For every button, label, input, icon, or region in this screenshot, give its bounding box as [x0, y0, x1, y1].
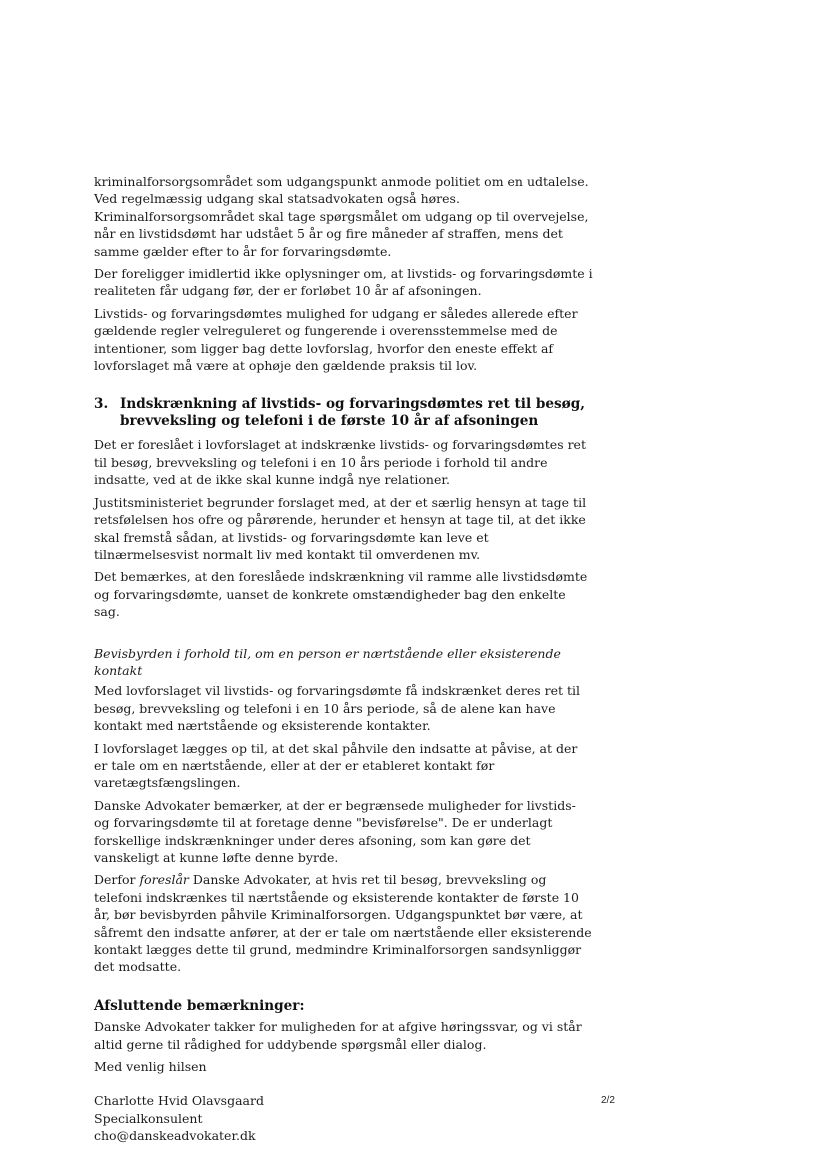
section-3-number: 3.: [94, 396, 109, 413]
intro-paragraph-2: Der foreligger imidlertid ikke oplysninger om, at livstids- og forvaringsdømte i realiteten får udgang før, der er forløbet 10 år af afsoningen.: [94, 266, 593, 299]
section-3-paragraph-1: Det er foreslået i lovforslaget at indskrænke livstids- og forvaringsdømtes ret til besøg, brevveksling og telefoni i en 10 års periode i forhold til andre indsatte, ved at de ikke skal kunne indgå nye relationer.: [94, 437, 586, 488]
paragraph-rest: Danske Advokater, at hvis ret til besøg, brevveksling og telefoni indskrænkes til nærtstående og eksisterende kontakter de første 10 år, bør bevisbyrden påhvile Kriminalforsorgen. Udgangspunktet bør være, at såfremt den indsatte anfører, at der er tale om nærtstående eller eksisterende kontakt lægges dette til grund, medmindre Kriminalforsorgen sandsynliggør det modsatte.: [94, 872, 592, 975]
intro-paragraph-3: Livstids- og forvaringsdømtes mulighed for udgang er således allerede efter gældende regler velreguleret og fungerende i overensstemmelse med de intentioner, som ligger bag dette lovforslag, hvorfor den eneste effekt af lovforslaget må være at ophøje den gældende praksis til lov.: [94, 305, 578, 374]
section-3-title: Indskrænkning af livstids- og forvaringsdømtes ret til besøg, brevveksling og telefoni i de første 10 år af afsoningen: [120, 396, 585, 430]
closing-greeting: Med venlig hilsen: [94, 1059, 207, 1075]
subsection-paragraph-1: Med lovforslaget vil livstids- og forvaringsdømte få indskrænket deres ret til besøg, brevveksling og telefoni i en 10 års periode, så de alene kan have kontakt med nærtstående og eksisterende kontakter.: [94, 683, 581, 734]
page-number: 2/2: [601, 1095, 615, 1106]
closing-heading: Afsluttende bemærkninger:: [94, 997, 305, 1014]
signature-block: [94, 1092, 594, 1144]
closing-text: Danske Advokater takker for muligheden for at afgive høringssvar, og vi står altid gerne til rådighed for uddybende spørgsmål eller dialog.: [94, 1019, 582, 1052]
subsection-paragraph-2: I lovforslaget lægges op til, at det skal påhvile den indsatte at påvise, at der er tale om en nærtstående, eller at der er etableret kontakt før varetægtsfængslingen.: [94, 740, 578, 791]
section-3-heading: [94, 396, 594, 430]
subsection-paragraph-4: [94, 871, 594, 975]
letter-body: [94, 173, 594, 1145]
intro-paragraph-1: kriminalforsorgsområdet som udgangspunkt anmode politiet om en udtalelse. Ved regelmæssig udgang skal statsadvokaten også høres. Kriminalforsorgsområdet skal tage spørgsmålet om udgang op til overvejelse, når en livstidsdømt har udstået 5 år og fire måneder af straffen, mens det samme gælder efter to år for forvaringsdømte.: [94, 174, 589, 259]
section-3-paragraph-2: Justitsministeriet begrunder forslaget med, at der et særlig hensyn at tage til retsfølelsen hos ofre og pårørende, herunder et hensyn at tage til, at det ikke skal fremstå sådan, at livstids- og forvaringsdømte kan leve et tilnærmelsesvist normalt liv med kontakt til omverdenen mv.: [94, 494, 587, 562]
subsection-paragraph-3: Danske Advokater bemærker, at der er begrænsede muligheder for livstids- og forvaringsdømte til at foretage denne "bevisførelse". De er underlagt forskellige indskrænkninger under deres afsoning, som kan gøre det vanskeligt at kunne løfte denne byrde.: [94, 797, 576, 865]
emphasis-foreslaar: foreslår: [139, 872, 189, 888]
signature-email: cho@danskeadvokater.dk: [94, 1128, 256, 1144]
signature-name: Charlotte Hvid Olavsgaard: [94, 1093, 264, 1109]
paragraph-prefix: Derfor: [94, 872, 140, 888]
section-3-paragraph-3: Det bemærkes, at den foreslåede indskrænkning vil ramme alle livstidsdømte og forvaringsdømte, uanset de konkrete omstændigheder bag den enkelte sag.: [94, 569, 588, 620]
subsection-title: Bevisbyrden i forhold til, om en person er nærtstående eller eksisterende kontakt: [94, 645, 561, 678]
signature-role: Specialkonsulent: [94, 1110, 203, 1126]
